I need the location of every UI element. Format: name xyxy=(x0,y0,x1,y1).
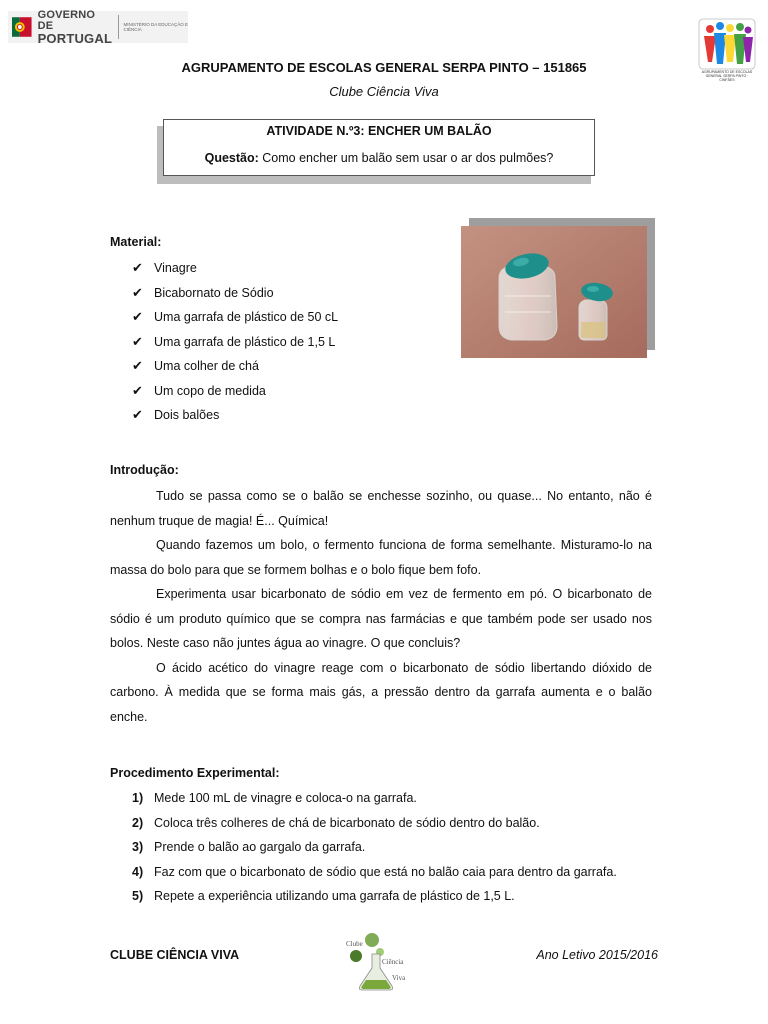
procedure-step xyxy=(110,835,617,860)
club-logo-word3: Viva xyxy=(392,974,406,982)
checkmark-icon: ✔ xyxy=(132,309,143,325)
step-text: Repete a experiência utilizando uma garrafa de plástico de 1,5 L. xyxy=(154,889,515,904)
checkmark-icon: ✔ xyxy=(132,284,143,300)
checkmark-icon: ✔ xyxy=(132,407,143,423)
procedure-step xyxy=(110,860,617,885)
footer-school-year: Ano Letivo 2015/2016 xyxy=(536,948,658,962)
school-logo-caption: AGRUPAMENTO DE ESCOLAS GENERAL SERPA PINTO · CINFÃES xyxy=(701,70,753,82)
portugal-coat-of-arms-icon xyxy=(12,15,32,39)
government-logo xyxy=(8,8,188,46)
material-item: ✔ Bicabornato de Sódio xyxy=(132,284,274,300)
school-name: AGRUPAMENTO DE ESCOLAS GENERAL SERPA PINTO – 151865 xyxy=(181,60,587,75)
step-number: 2) xyxy=(132,815,144,830)
material-list xyxy=(132,256,338,428)
step-text: Prende o balão ao gargalo da garrafa. xyxy=(154,840,366,855)
logo-divider xyxy=(118,15,119,39)
material-item: ✔ Uma garrafa de plástico de 50 cL xyxy=(132,309,339,325)
material-item: ✔ Um copo de medida xyxy=(132,382,266,398)
intro-paragraph: Tudo se passa como se o balão se enchesse sozinho, ou quase... No entanto, não é nenhum truque de magia! É... Química! xyxy=(110,489,652,528)
question-text: Como encher um balão sem usar o ar dos pulmões? xyxy=(258,151,554,165)
procedure-step xyxy=(110,884,617,909)
procedure-step xyxy=(110,786,617,811)
material-item: ✔ Vinagre xyxy=(132,260,197,276)
club-name: Clube Ciência Viva xyxy=(329,84,439,99)
checkmark-icon: ✔ xyxy=(132,382,143,398)
intro-paragraph: O ácido acético do vinagre reage com o bicarbonato de sódio libertando dióxido de carbono. À medida que se forma mais gás, a pressão dentro da garrafa aumenta e o balão enche. xyxy=(110,660,652,724)
footer-club-name: CLUBE CIÊNCIA VIVA xyxy=(110,948,240,962)
intro-paragraph: Quando fazemos um bolo, o fermento funciona de forma semelhante. Misturamo-lo na massa do bolo para que se formem bolhas e o bolo fique bem fofo. xyxy=(110,538,652,577)
question-label: Questão: xyxy=(204,151,259,165)
balloon-bottles-photo xyxy=(461,226,647,358)
material-item: ✔ Uma garrafa de plástico de 1,5 L xyxy=(132,333,336,349)
activity-question xyxy=(163,151,595,165)
checkmark-icon: ✔ xyxy=(132,333,143,349)
step-number: 1) xyxy=(132,791,144,806)
checkmark-icon: ✔ xyxy=(132,358,143,374)
material-item: ✔ Uma colher de chá xyxy=(132,358,259,374)
material-item: ✔ Dois balões xyxy=(132,407,220,423)
procedure-list xyxy=(110,786,617,909)
club-logo-word1: Clube xyxy=(346,940,363,948)
checkmark-icon: ✔ xyxy=(132,260,143,276)
intro-paragraph: Experimenta usar bicarbonato de sódio em vez de fermento em pó. O bicarbonato de sódio é um produto químico que se compra nas farmácias e que também pode ser usado nos bolos. Neste caso não juntes água ao vinagre. O que concluis? xyxy=(110,587,652,650)
flask-icon xyxy=(342,928,418,992)
step-text: Coloca três colheres de chá de bicarbonato de sódio dentro do balão. xyxy=(154,815,540,830)
introduction-label: Introdução: xyxy=(110,463,179,477)
activity-title: ATIVIDADE N.º3: ENCHER UM BALÃO xyxy=(266,124,492,138)
step-text: Faz com que o bicarbonato de sódio que está no balão caia para dentro da garrafa. xyxy=(154,864,617,879)
step-number: 3) xyxy=(132,840,144,855)
procedure-step xyxy=(110,811,617,836)
procedure-label: Procedimento Experimental: xyxy=(110,766,280,780)
step-number: 5) xyxy=(132,889,144,904)
gov-logo-line2: PORTUGAL xyxy=(37,30,113,46)
material-label: Material: xyxy=(110,235,162,249)
club-logo-word2: Ciência xyxy=(382,958,404,966)
introduction-body xyxy=(110,484,652,729)
step-text: Mede 100 mL de vinagre e coloca-o na garrafa. xyxy=(154,791,417,806)
club-logo xyxy=(342,928,418,992)
step-number: 4) xyxy=(132,864,144,879)
ministry-text: MINISTÉRIO DA EDUCAÇÃO E CIÊNCIA xyxy=(123,22,188,32)
gov-logo-line1: GOVERNO DE xyxy=(37,8,96,32)
